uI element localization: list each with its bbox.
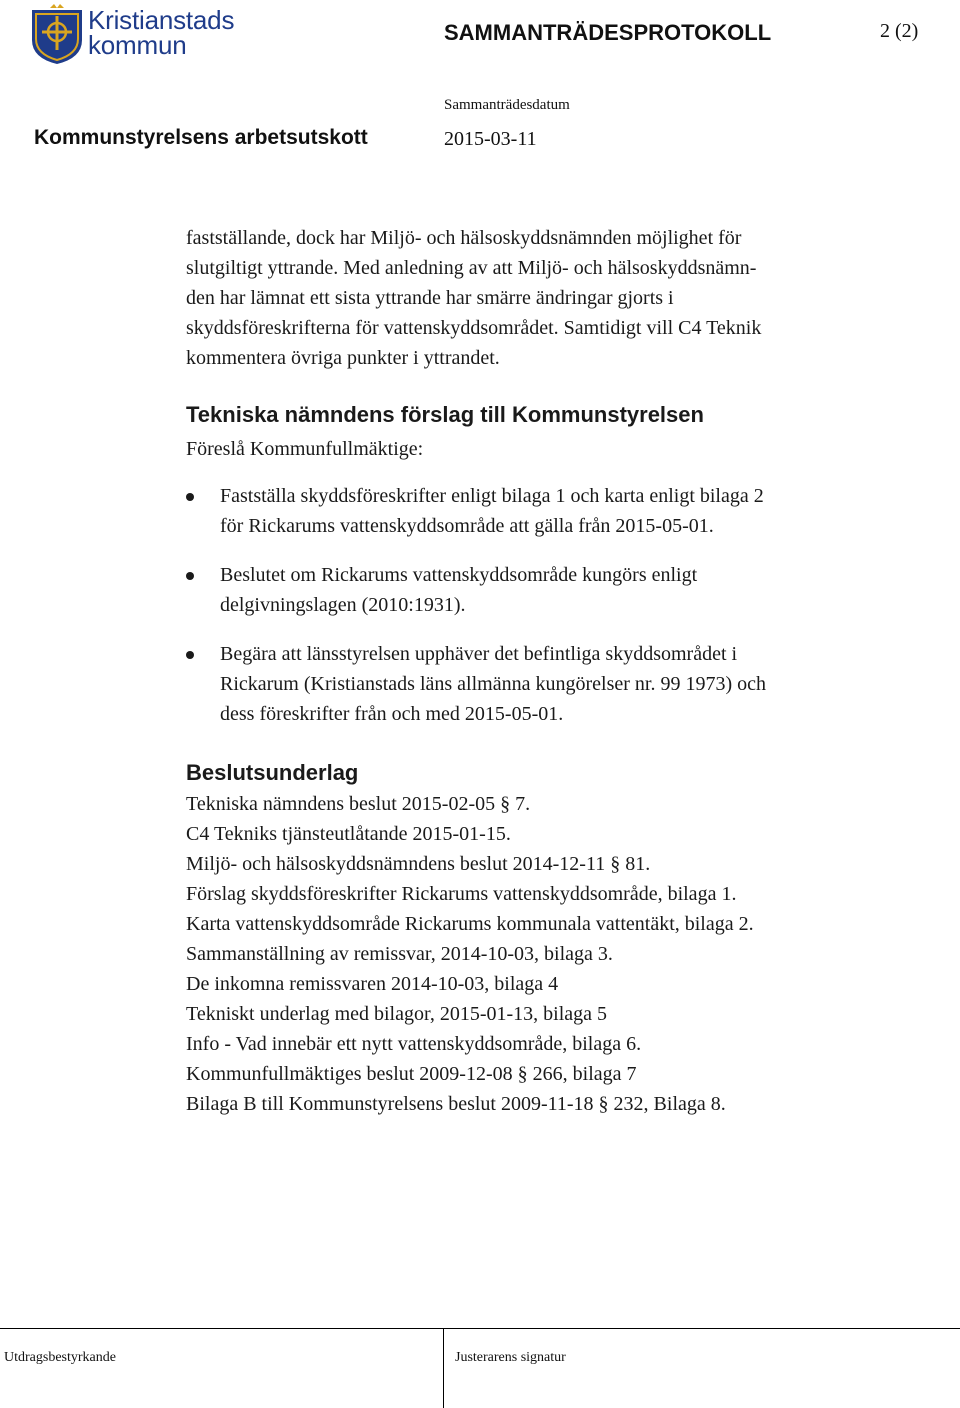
proposal-bullet-line: Fastställa skyddsföreskrifter enligt bilaga 1 och karta enligt bilaga 2 (220, 485, 764, 507)
intro-line: fastställande, dock har Miljö- och hälsoskyddsnämnden möjlighet för (186, 227, 742, 249)
proposal-heading: Tekniska nämndens förslag till Kommunstyrelsen (186, 402, 704, 427)
proposal-bullet-line: delgivningslagen (2010:1931). (220, 594, 466, 616)
basis-item: Tekniskt underlag med bilagor, 2015-01-13, bilaga 5 (186, 1003, 608, 1025)
proposal-subheading: Föreslå Kommunfullmäktige: (186, 438, 424, 460)
basis-item: De inkomna remissvaren 2014-10-03, bilaga 4 (186, 973, 559, 995)
footer-label-signature: Justerarens signatur (455, 1350, 566, 1365)
meeting-date-label: Sammanträdesdatum (444, 97, 570, 113)
intro-line: skyddsföreskrifterna för vattenskyddsområdet. Samtidigt vill C4 Teknik (186, 317, 762, 339)
intro-line: slutgiltigt yttrande. Med anledning av att Miljö- och hälsoskyddsnämn- (186, 257, 757, 279)
basis-item: Sammanställning av remissvar, 2014-10-03, bilaga 3. (186, 943, 613, 965)
proposal-bullet-line: dess föreskrifter från och med 2015-05-01. (220, 703, 564, 725)
basis-heading: Beslutsunderlag (186, 760, 359, 785)
intro-line: kommentera övriga punkter i yttrandet. (186, 347, 500, 369)
basis-item: Info - Vad innebär ett nytt vattenskyddsområde, bilaga 6. (186, 1033, 642, 1055)
intro-line: den har lämnat ett sista yttrande har smärre ändringar gjorts i (186, 287, 674, 309)
logo-text-line2: kommun (88, 30, 187, 60)
meeting-date: 2015-03-11 (444, 128, 537, 150)
basis-item: Förslag skyddsföreskrifter Rickarums vattenskyddsområde, bilaga 1. (186, 883, 737, 905)
bullet-icon (186, 651, 194, 659)
proposal-bullet-line: Begära att länsstyrelsen upphäver det befintliga skyddsområdet i (220, 643, 738, 665)
footer-label-certification: Utdragsbestyrkande (4, 1350, 116, 1365)
document-title: SAMMANTRÄDESPROTOKOLL (444, 20, 772, 45)
basis-item: Karta vattenskyddsområde Rickarums kommunala vattentäkt, bilaga 2. (186, 913, 754, 935)
basis-item: Tekniska nämndens beslut 2015-02-05 § 7. (186, 793, 531, 815)
basis-item: Kommunfullmäktiges beslut 2009-12-08 § 266, bilaga 7 (186, 1063, 637, 1085)
page-number: 2 (2) (880, 20, 919, 42)
proposal-bullet-line: för Rickarums vattenskyddsområde att gälla från 2015-05-01. (220, 515, 714, 537)
logo-text-line1: Kristianstads (88, 5, 235, 35)
coat-of-arms-icon (32, 4, 82, 64)
basis-item: C4 Tekniks tjänsteutlåtande 2015-01-15. (186, 823, 511, 845)
basis-item: Bilaga B till Kommunstyrelsens beslut 2009-11-18 § 232, Bilaga 8. (186, 1093, 726, 1115)
bullet-icon (186, 493, 194, 501)
footer-divider (443, 1328, 444, 1408)
proposal-bullet-line: Rickarum (Kristianstads läns allmänna kungörelser nr. 99 1973) och (220, 673, 766, 695)
footer-rule (0, 1328, 960, 1329)
committee-name: Kommunstyrelsens arbetsutskott (34, 126, 368, 149)
bullet-icon (186, 572, 194, 580)
basis-item: Miljö- och hälsoskyddsnämndens beslut 2014-12-11 § 81. (186, 853, 651, 875)
proposal-bullet-line: Beslutet om Rickarums vattenskyddsområde kungörs enligt (220, 564, 698, 586)
